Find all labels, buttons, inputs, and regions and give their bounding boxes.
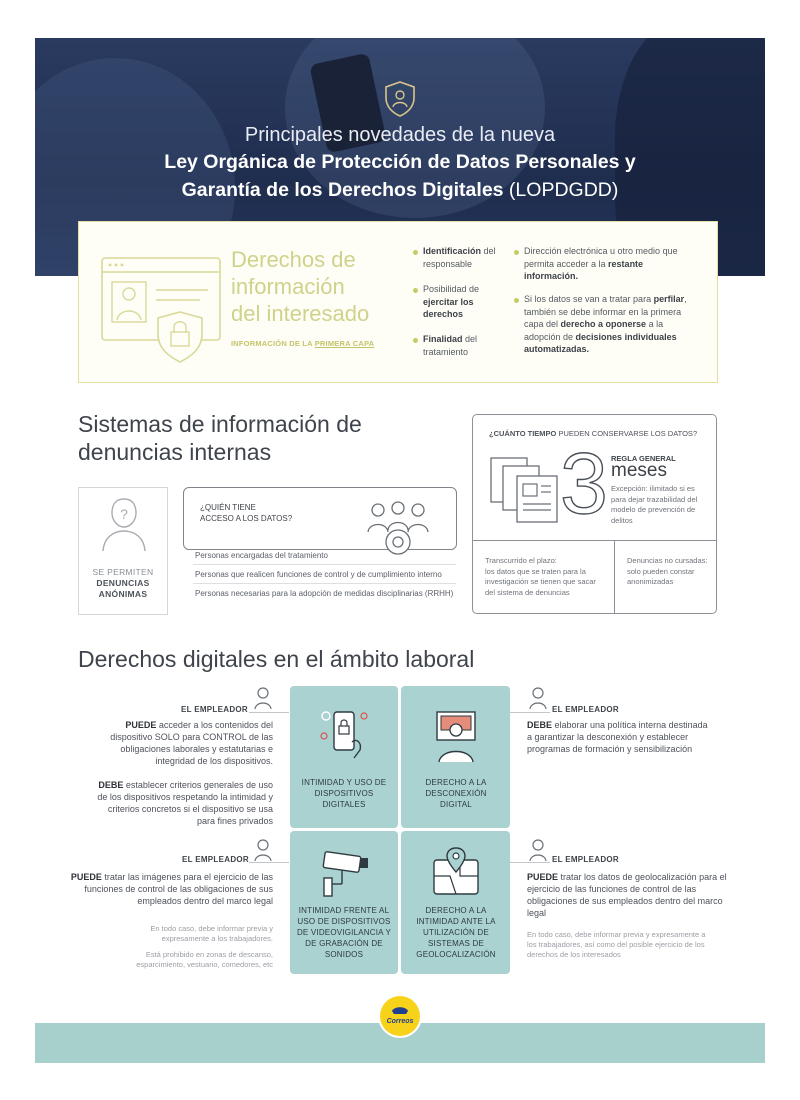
access-item: Personas encargadas del tratamiento bbox=[195, 551, 328, 560]
person-monitor-icon bbox=[431, 708, 481, 764]
retention-rule: REGLA GENERAL bbox=[611, 454, 676, 463]
post-horn-icon bbox=[380, 996, 420, 1036]
employer-debe-desconexion: DEBE elaborar una política interna destinada a garantizar la desconexión y establecer programas de formación y sensibilización bbox=[527, 720, 708, 754]
laboral-title: Derechos digitales en el ámbito laboral bbox=[78, 646, 475, 672]
retention-not-processed: Denuncias no cursadas: solo pueden constar anonimizadas bbox=[627, 556, 708, 586]
retention-exception: Excepción: ilimitado si es para dejar trazabilidad del modelo de prevención de delitos bbox=[611, 484, 698, 525]
employer-label: EL EMPLEADOR bbox=[552, 855, 620, 864]
employer-debe-criterios: DEBE establecer criterios generales de uso de los dispositivos respetando la intimidad y criterios concretos si el dispositivo se usa para fines privados bbox=[97, 780, 273, 826]
retention-number: 3 bbox=[560, 436, 608, 532]
rights-item-ejercitar: Posibilidad de ejercitar los derechos bbox=[423, 284, 480, 319]
documents-icon bbox=[489, 452, 563, 526]
anonymous-label: SE PERMITEN DENUNCIAS ANÓNIMAS bbox=[92, 567, 154, 599]
retention-unit: meses bbox=[611, 460, 667, 481]
tile-label: INTIMIDAD FRENTE AL USO DE DISPOSITIVOS DE VIDEOVIGILANCIA Y DE GRABACIÓN DE SONIDOS bbox=[296, 906, 392, 959]
id-card-lock-icon bbox=[100, 256, 225, 366]
correos-logo bbox=[380, 996, 420, 1036]
anonymous-person-icon bbox=[100, 497, 148, 553]
employer-icon bbox=[528, 838, 548, 862]
rights-item-finalidad: Finalidad del tratamiento bbox=[423, 334, 478, 357]
retention-after-period: Transcurrido el plazo: los datos que se traten para la investigación se tienen que sacar del sistema de denuncias bbox=[485, 556, 596, 597]
employer-note-geolocalizacion: En todo caso, debe informar previa y expresamente a los trabajadores, así como del posible ejercicio de los derechos de los interesados bbox=[527, 930, 706, 959]
rights-item-identificacion: Identificación del responsable bbox=[423, 246, 496, 269]
phone-lock-icon bbox=[316, 706, 372, 762]
cctv-camera-icon bbox=[318, 848, 372, 898]
employer-note-prohibido: Está prohibido en zonas de descanso, esparcimiento, vestuario, comedores, etc bbox=[136, 950, 273, 969]
who-access-heading: ¿QUIÉN TIENE ACCESO A LOS DATOS? bbox=[200, 503, 293, 523]
hero-title-line1: Principales novedades de la nueva bbox=[244, 124, 556, 146]
rights-title: Derechos de información del interesado bbox=[231, 247, 370, 326]
tile-label: DERECHO A LA INTIMIDAD ANTE LA UTILIZACIÓN DE SISTEMAS DE GEOLOCALIZACIÓN bbox=[416, 906, 496, 959]
hero-title-line3: Garantía de los Derechos Digitales (LOPDGDD) bbox=[181, 179, 619, 201]
retention-question: ¿CUÁNTO TIEMPO PUEDEN CONSERVARSE LOS DATOS? bbox=[489, 429, 698, 438]
rights-item-perfilar: Si los datos se van a tratar para perfilar, también se debe informar en la primera capa del derecho a oponerse a la adopción de decisiones individuales automatizadas. bbox=[524, 294, 687, 354]
svg-text:?: ? bbox=[120, 506, 128, 522]
employer-label: EL EMPLEADOR bbox=[182, 855, 250, 864]
employer-label: EL EMPLEADOR bbox=[552, 705, 620, 714]
employer-note-informar: En todo caso, debe informar previa y expresamente a los trabajadores. bbox=[150, 924, 273, 943]
access-item: Personas necesarias para la adopción de medidas disciplinarias (RRHH) bbox=[195, 589, 454, 598]
employer-icon bbox=[528, 686, 548, 710]
hero-title-line2: Ley Orgánica de Protección de Datos Personales y bbox=[164, 151, 636, 173]
employer-icon bbox=[253, 838, 273, 862]
team-gear-icon bbox=[366, 498, 430, 558]
employer-icon bbox=[253, 686, 273, 710]
employer-label: EL EMPLEADOR bbox=[181, 705, 249, 714]
employer-puede-dispositivos: PUEDE acceder a los contenidos del dispositivo SOLO para CONTROL de las obligaciones laborales y estatutarias e integridad de los dispositivos. bbox=[110, 720, 273, 766]
map-pin-icon bbox=[430, 846, 482, 898]
rights-subtitle: INFORMACIÓN DE LA PRIMERA CAPA bbox=[231, 339, 375, 348]
tile-label: DERECHO A LA DESCONEXIÓN DIGITAL bbox=[425, 778, 487, 809]
tile-label: INTIMIDAD Y USO DE DISPOSITIVOS DIGITALES bbox=[301, 778, 387, 809]
employer-puede-imagenes: PUEDE tratar las imágenes para el ejercicio de las funciones de control de las obligaciones de sus empleados dentro del marco legal bbox=[70, 872, 273, 906]
logo-text: Correos bbox=[386, 1018, 414, 1025]
shield-user-icon bbox=[383, 80, 417, 118]
employer-puede-geolocalizacion: PUEDE tratar los datos de geolocalización para el ejercicio de las funciones de control de las obligaciones de sus empleados dentro del marco legal bbox=[527, 872, 727, 918]
access-item: Personas que realicen funciones de control y de cumplimiento interno bbox=[195, 570, 442, 579]
denuncias-title: Sistemas de información de denuncias internas bbox=[78, 411, 362, 465]
rights-item-direccion: Dirección electrónica u otro medio que permita acceder a la restante información. bbox=[524, 246, 678, 281]
